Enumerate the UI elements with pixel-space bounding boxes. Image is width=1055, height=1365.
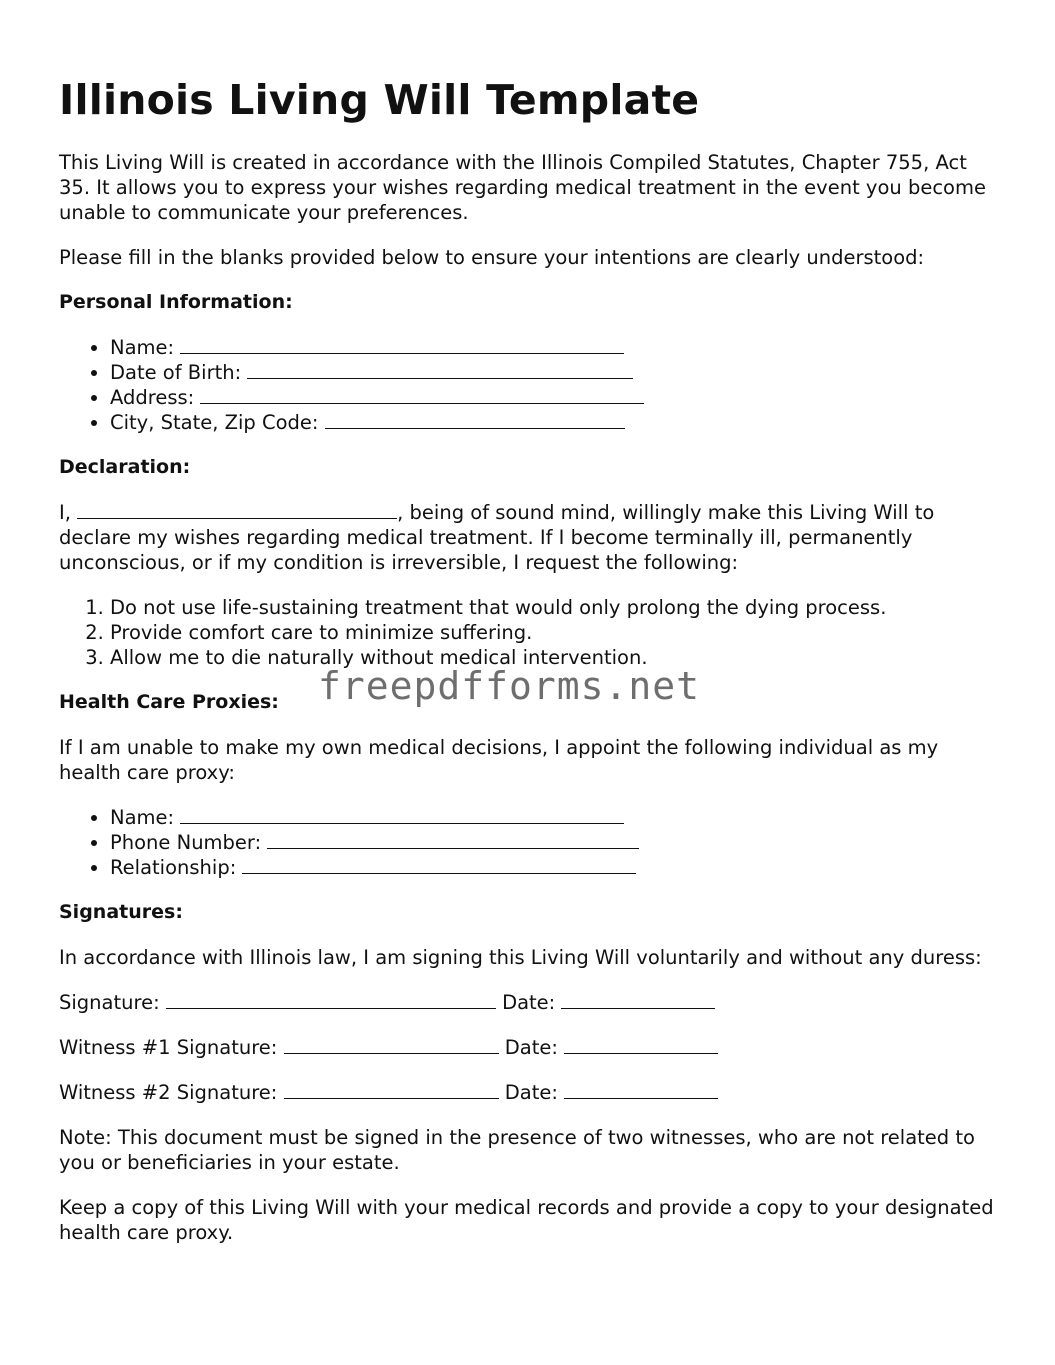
- personal-name-item: • Name:: [110, 335, 1004, 360]
- proxies-paragraph: If I am unable to make my own medical decisions, I appoint the following individual as my health care proxy:: [59, 736, 939, 784]
- personal-dob-blank[interactable]: [247, 360, 633, 379]
- proxy-relationship-blank[interactable]: [242, 855, 636, 874]
- personal-city-blank[interactable]: [325, 410, 625, 429]
- witness2-line: Witness #2 Signature: Date:: [59, 1080, 1004, 1105]
- personal-name-blank[interactable]: [180, 335, 624, 354]
- keep-copy-paragraph: Keep a copy of this Living Will with your medical records and provide a copy to your designated health care proxy.: [59, 1196, 994, 1244]
- proxy-relationship-item: • Relationship:: [110, 855, 1004, 880]
- personal-info-list: [59, 335, 1004, 435]
- signature-date-blank[interactable]: [561, 990, 715, 1009]
- proxy-list: [59, 805, 1004, 880]
- personal-info-heading: Personal Information:: [59, 291, 293, 313]
- personal-dob-item: • Date of Birth:: [110, 360, 1004, 385]
- declaration-heading: Declaration:: [59, 456, 191, 478]
- witness1-signature-blank[interactable]: [284, 1035, 499, 1054]
- note-paragraph: Note: This document must be signed in the presence of two witnesses, who are not related to you or beneficiaries in your estate.: [59, 1126, 975, 1174]
- declaration-item: 2. Provide comfort care to minimize suffering.: [110, 620, 1004, 645]
- declaration-item: 3. Allow me to die naturally without medical intervention.: [110, 645, 1004, 670]
- proxy-name-item: • Name:: [110, 805, 1004, 830]
- witness1-line: Witness #1 Signature: Date:: [59, 1035, 1004, 1060]
- document-title: Illinois Living Will Template: [59, 76, 700, 124]
- instruction-paragraph: Please fill in the blanks provided below to ensure your intentions are clearly understood:: [59, 246, 925, 269]
- proxies-heading: Health Care Proxies:: [59, 691, 279, 713]
- witness2-signature-blank[interactable]: [284, 1080, 499, 1099]
- declaration-item: 1. Do not use life-sustaining treatment that would only prolong the dying process.: [110, 595, 1004, 620]
- declaration-list: [59, 595, 1004, 670]
- signature-line: Signature: Date:: [59, 990, 1004, 1015]
- signatures-paragraph: In accordance with Illinois law, I am signing this Living Will voluntarily and without any duress:: [59, 946, 982, 969]
- declaration-paragraph: I, , being of sound mind, willingly make this Living Will to declare my wishes regarding medical treatment. If I become terminally ill, permanently unconscious, or if my condition is irreversible, I request the following:: [59, 501, 935, 574]
- declarant-name-blank[interactable]: [77, 500, 397, 519]
- personal-city-item: • City, State, Zip Code:: [110, 410, 1004, 435]
- watermark: freepdfforms.net: [318, 664, 701, 708]
- proxy-phone-blank[interactable]: [267, 830, 639, 849]
- signature-blank[interactable]: [166, 990, 496, 1009]
- personal-address-blank[interactable]: [200, 385, 644, 404]
- witness1-date-blank[interactable]: [564, 1035, 718, 1054]
- witness2-date-blank[interactable]: [564, 1080, 718, 1099]
- intro-paragraph: This Living Will is created in accordance with the Illinois Compiled Statutes, Chapter 755, Act 35. It allows you to express your wishes regarding medical treatment in the event you become unable to communicate your preferences.: [59, 151, 986, 224]
- proxy-phone-item: • Phone Number:: [110, 830, 1004, 855]
- signatures-heading: Signatures:: [59, 901, 183, 923]
- personal-address-item: • Address:: [110, 385, 1004, 410]
- proxy-name-blank[interactable]: [180, 805, 624, 824]
